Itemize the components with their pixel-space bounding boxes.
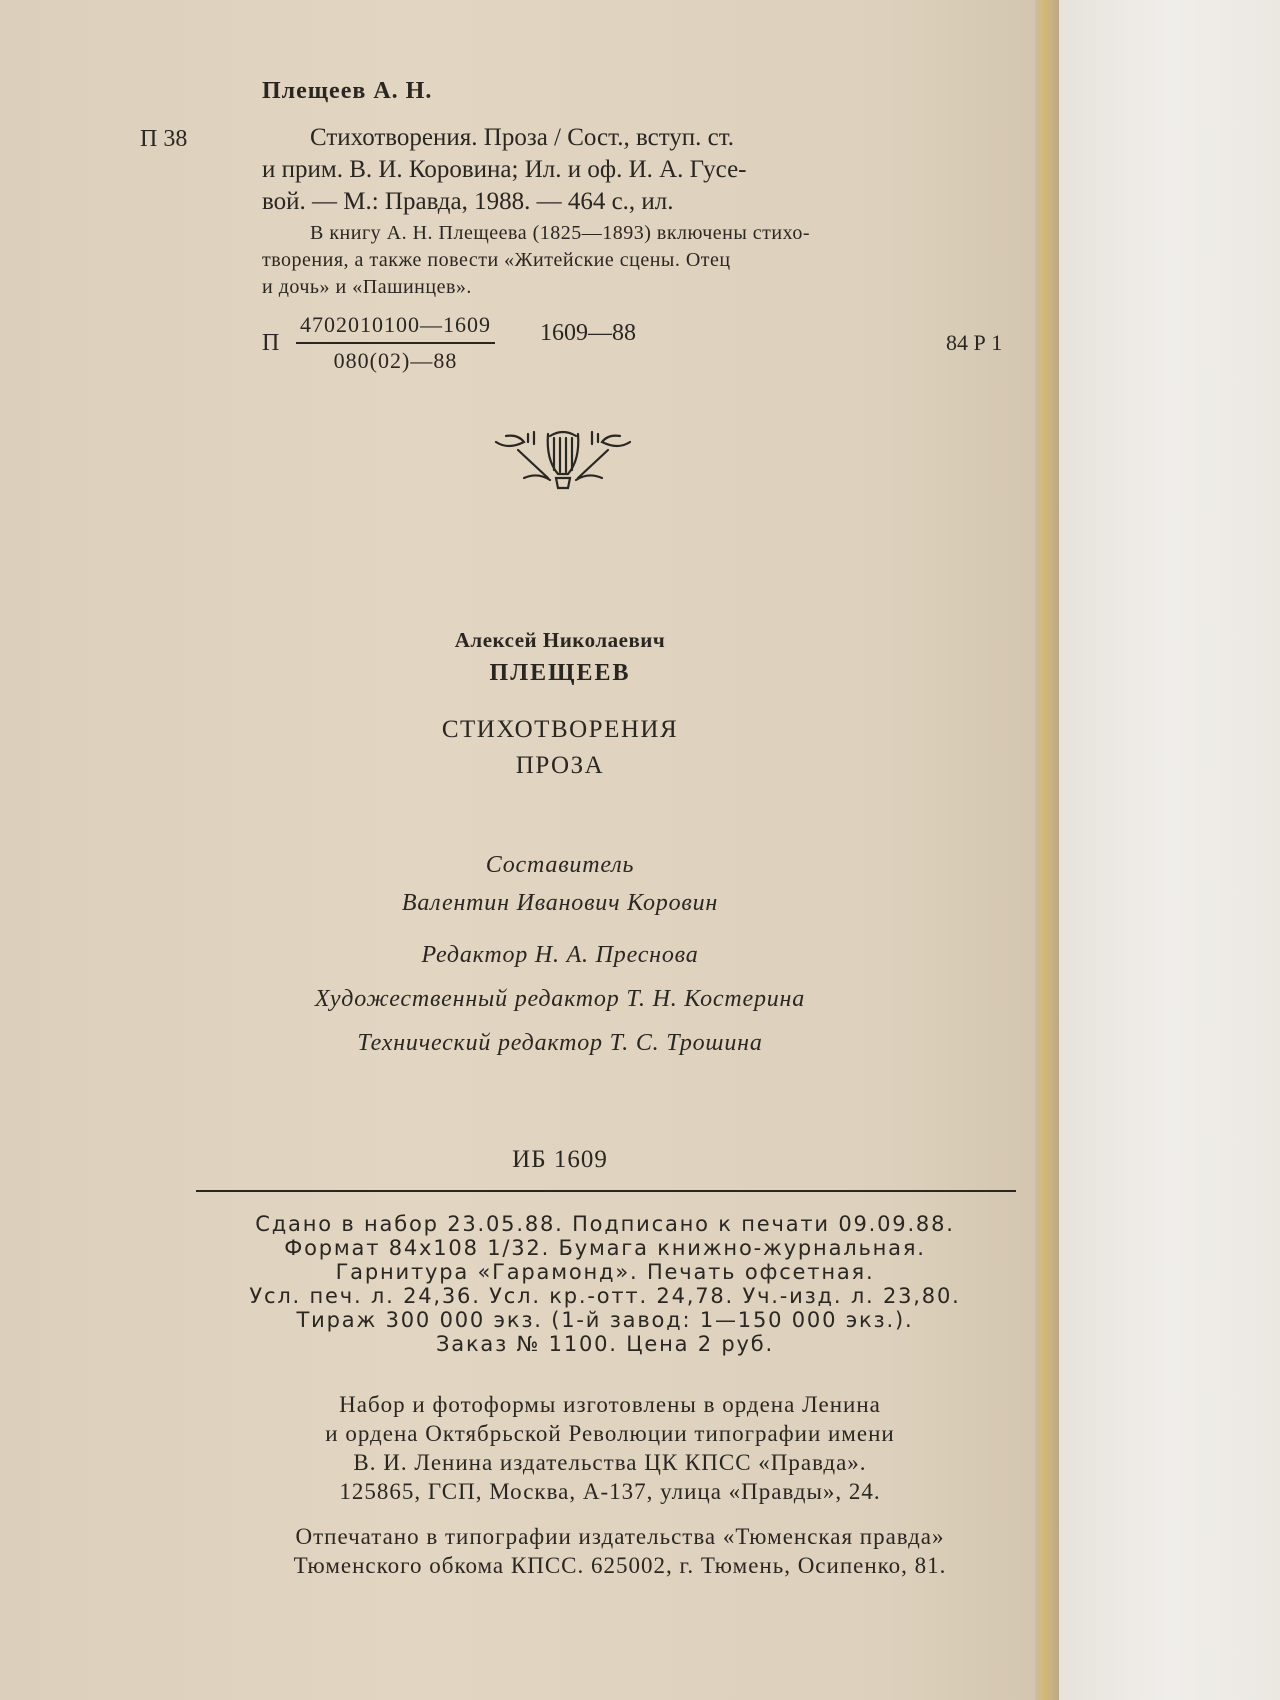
imprint-line-2: Формат 84x108 1/32. Бумага книжно-журнальная. xyxy=(284,1236,926,1260)
bib-line-2: и прим. В. И. Коровина; Ил. и оф. И. А. Гусе- xyxy=(262,156,747,183)
bbk-code: 84 Р 1 xyxy=(946,330,1003,355)
page-edge xyxy=(1035,0,1059,1700)
printer1-line-3: В. И. Ленина издательства ЦК КПСС «Правда». xyxy=(353,1450,867,1475)
compiler-name: Валентин Иванович Коровин xyxy=(401,890,719,916)
next-page xyxy=(1059,0,1280,1700)
index-fraction xyxy=(296,310,495,376)
lyre-and-torches-emblem-icon xyxy=(488,420,638,500)
tech-editor-credit: Технический редактор Т. С. Трошина xyxy=(357,1030,763,1056)
printer1-line-1: Набор и фотоформы изготовлены в ордена Ленина xyxy=(339,1392,881,1417)
printing-house-info xyxy=(180,1522,1060,1580)
index-denominator: 080(02)—88 xyxy=(333,348,458,373)
art-editor-credit: Художественный редактор Т. Н. Костерина xyxy=(314,986,806,1012)
editor-credit: Редактор Н. А. Преснова xyxy=(421,942,699,968)
bib-line-1: Стихотворения. Проза / Сост., вступ. ст. xyxy=(310,124,735,151)
author-first-names: Алексей Николаевич xyxy=(454,628,666,652)
printer2-line-1: Отпечатано в типографии издательства «Тюменская правда» xyxy=(295,1524,945,1549)
index-letter: П xyxy=(262,330,280,356)
book-title-line-1: СТИХОТВОРЕНИЯ xyxy=(441,716,679,743)
imprint-line-5: Тираж 300 000 экз. (1-й завод: 1—150 000 экз.). xyxy=(296,1308,914,1332)
annotation-line-3: и дочь» и «Пашинцев». xyxy=(262,276,472,298)
bib-line-3: вой. — М.: Правда, 1988. — 464 с., ил. xyxy=(262,188,674,215)
index-numerator: 4702010100—1609 xyxy=(296,310,495,344)
annotation xyxy=(262,220,1014,301)
annotation-line-1: В книгу А. Н. Плещеева (1825—1893) включены стихо- xyxy=(310,222,810,244)
imprint-block xyxy=(170,1212,1040,1356)
compiler-label: Составитель xyxy=(485,852,635,878)
ib-number: ИБ 1609 xyxy=(512,1146,608,1173)
author-line: Плещеев А. Н. xyxy=(262,78,433,104)
annotation-line-2: творения, а также повести «Житейские сцены. Отец xyxy=(262,249,731,271)
printer1-line-4: 125865, ГСП, Москва, А-137, улица «Правды», 24. xyxy=(339,1479,881,1504)
imprint-line-6: Заказ № 1100. Цена 2 руб. xyxy=(436,1332,774,1356)
imprint-line-3: Гарнитура «Гарамонд». Печать офсетная. xyxy=(335,1260,875,1284)
imprint-line-4: Усл. печ. л. 24,36. Усл. кр.-отт. 24,78. Уч.-изд. л. 23,80. xyxy=(249,1284,961,1308)
book-title-line-2: ПРОЗА xyxy=(515,752,605,779)
bibliographic-record xyxy=(262,122,1002,218)
imprint-line-1: Сдано в набор 23.05.88. Подписано к печати 09.09.88. xyxy=(255,1212,955,1236)
printer1-line-2: и ордена Октябрьской Революции типографии имени xyxy=(325,1421,895,1446)
printer2-line-2: Тюменского обкома КПСС. 625002, г. Тюмень, Осипенко, 81. xyxy=(293,1553,947,1578)
typesetting-printer-info xyxy=(230,1390,990,1506)
index-suffix: 1609—88 xyxy=(540,320,636,346)
author-last-name: ПЛЕЩЕЕВ xyxy=(489,660,631,686)
imprint-divider xyxy=(196,1190,1016,1192)
catalog-code: П 38 xyxy=(140,126,188,152)
